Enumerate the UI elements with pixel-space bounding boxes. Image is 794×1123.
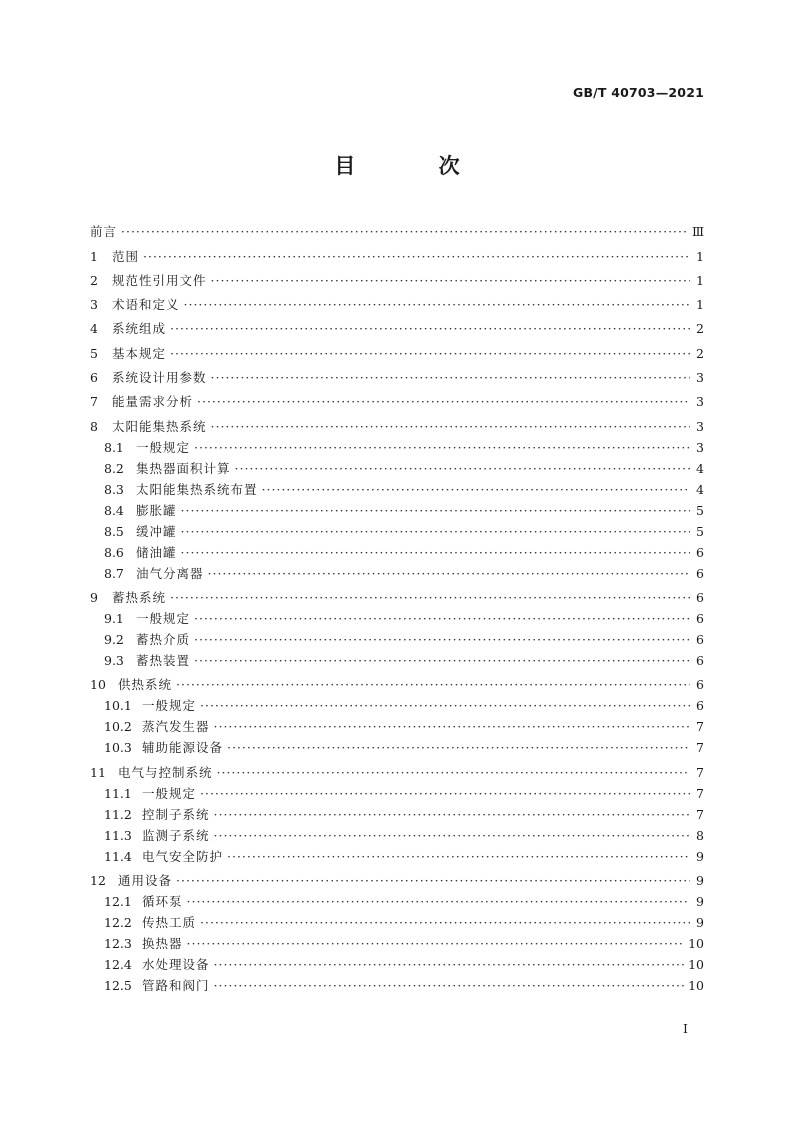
- toc-entry-number: 2: [90, 272, 98, 288]
- toc-entry-page: 5: [696, 502, 704, 518]
- toc-entry-number: 8.7: [104, 565, 124, 581]
- toc-entry-page: 7: [696, 740, 704, 756]
- toc-entry-page: 7: [696, 785, 704, 801]
- toc-entry[interactable]: [90, 416, 704, 437]
- toc-entry[interactable]: [90, 458, 704, 479]
- toc-entry[interactable]: [90, 294, 704, 315]
- toc-entry-number: 11: [90, 764, 106, 780]
- toc-entry[interactable]: [90, 891, 704, 912]
- toc-entry[interactable]: [90, 542, 704, 563]
- toc-entry-page: 10: [688, 935, 704, 951]
- toc-entry-number: 12.5: [104, 977, 132, 993]
- toc-entry-number: 11.1: [104, 785, 132, 801]
- toc-entry[interactable]: [90, 870, 704, 891]
- toc-entry-label: 太阳能集热系统: [112, 418, 207, 434]
- toc-entry-number: 1: [90, 248, 98, 264]
- toc-entry-label: 监测子系统: [142, 827, 210, 843]
- toc-entry[interactable]: [90, 391, 704, 412]
- toc-leader-dots: [214, 716, 690, 737]
- toc-leader-dots: [194, 608, 690, 629]
- toc-entry[interactable]: [90, 695, 704, 716]
- toc-entry-page: 6: [696, 610, 704, 626]
- toc-leader-dots: [227, 737, 690, 758]
- page-title: 目 次: [334, 153, 498, 178]
- toc-entry-page: 7: [696, 806, 704, 822]
- toc-entry[interactable]: [90, 270, 704, 291]
- toc-entry-number: 3: [90, 297, 98, 313]
- page-number: I: [683, 1021, 688, 1036]
- toc-entry-page: 9: [696, 848, 704, 864]
- toc-entry-label: 缓冲罐: [136, 523, 177, 539]
- toc-leader-dots: [214, 975, 685, 996]
- toc-entry-label: 术语和定义: [112, 297, 180, 313]
- toc-entry-label: 供热系统: [118, 677, 173, 693]
- toc-entry-page: 1: [696, 297, 704, 313]
- toc-entry-label: 管路和阀门: [142, 977, 210, 993]
- toc-entry-number: 12: [90, 872, 106, 888]
- toc-leader-dots: [170, 587, 690, 608]
- toc-leader-dots: [214, 954, 685, 975]
- toc-entry-label: 蓄热装置: [136, 652, 191, 668]
- toc-entry[interactable]: [90, 437, 704, 458]
- toc-entry-page: 2: [696, 321, 704, 337]
- toc-entry-page: 6: [696, 565, 704, 581]
- toc-entry-number: 9.2: [104, 631, 124, 647]
- toc-leader-dots: [197, 391, 690, 412]
- toc-entry-number: 8.6: [104, 544, 124, 560]
- toc-entry-page: 3: [696, 370, 704, 386]
- toc-leader-dots: [227, 846, 690, 867]
- toc-entry[interactable]: [90, 650, 704, 671]
- toc-entry[interactable]: [90, 629, 704, 650]
- toc-entry-number: 5: [90, 345, 98, 361]
- toc-entry-page: 6: [696, 652, 704, 668]
- toc-entry-number: 9.1: [104, 610, 124, 626]
- toc-entry-page: 4: [696, 481, 704, 497]
- toc-entry-number: 11.2: [104, 806, 132, 822]
- toc-leader-dots: [211, 416, 690, 437]
- toc-entry-label: 蓄热介质: [136, 631, 191, 647]
- toc-entry-label: 通用设备: [118, 872, 173, 888]
- toc-entry[interactable]: [90, 367, 704, 388]
- toc-entry-number: 10: [90, 677, 106, 693]
- toc-entry-number: 10.1: [104, 698, 132, 714]
- toc-entry[interactable]: [90, 479, 704, 500]
- toc-leader-dots: [262, 479, 690, 500]
- toc-leader-dots: [121, 221, 688, 242]
- toc-leader-dots: [176, 870, 690, 891]
- toc-entry-page: 2: [696, 345, 704, 361]
- toc-entry-page: 1: [696, 248, 704, 264]
- toc-leader-dots: [194, 650, 690, 671]
- toc-leader-dots: [143, 246, 690, 267]
- toc-entry-number: 10.3: [104, 740, 132, 756]
- toc-entry-label: 系统组成: [112, 321, 167, 337]
- toc-entry-label: 集热器面积计算: [136, 460, 231, 476]
- toc-entry[interactable]: [90, 521, 704, 542]
- toc-entry-number: 10.2: [104, 719, 132, 735]
- toc-leader-dots: [187, 891, 690, 912]
- toc-entry-number: 8.1: [104, 439, 124, 455]
- toc-entry-label: 储油罐: [136, 544, 177, 560]
- toc-entry-label: 范围: [112, 248, 140, 264]
- toc-entry-label: 基本规定: [112, 345, 167, 361]
- toc-entry[interactable]: [90, 737, 704, 758]
- toc-leader-dots: [217, 762, 690, 783]
- toc-leader-dots: [187, 933, 685, 954]
- toc-entry-number: 11.3: [104, 827, 132, 843]
- toc-entry-number: 11.4: [104, 848, 132, 864]
- toc-entry[interactable]: [90, 783, 704, 804]
- toc-entry-label: 一般规定: [142, 698, 197, 714]
- toc-leader-dots: [194, 629, 690, 650]
- toc-leader-dots: [200, 695, 690, 716]
- toc-entry[interactable]: [90, 716, 704, 737]
- toc-leader-dots: [200, 783, 690, 804]
- toc-entry-page: 7: [696, 764, 704, 780]
- toc-leader-dots: [214, 825, 690, 846]
- toc-entry-number: 8.2: [104, 460, 124, 476]
- toc-entry[interactable]: [90, 804, 704, 825]
- toc-entry-page: 8: [696, 827, 704, 843]
- toc-entry-page: 1: [696, 272, 704, 288]
- toc-entry-number: 9: [90, 589, 98, 605]
- toc-leader-dots: [200, 912, 690, 933]
- toc-leader-dots: [181, 542, 690, 563]
- toc-entry-page: 6: [696, 544, 704, 560]
- toc-entry[interactable]: [90, 343, 704, 364]
- toc-entry-label: 蒸汽发生器: [142, 719, 210, 735]
- toc-entry-number: 8.3: [104, 481, 124, 497]
- toc-entry[interactable]: [90, 912, 704, 933]
- toc-entry[interactable]: [90, 954, 704, 975]
- toc-entry-number: 4: [90, 321, 98, 337]
- toc-entry-number: 8: [90, 418, 98, 434]
- toc-entry-label: 油气分离器: [136, 565, 204, 581]
- toc-entry[interactable]: [90, 608, 704, 629]
- toc-entry-label: 一般规定: [136, 610, 191, 626]
- toc-leader-dots: [194, 437, 690, 458]
- toc-entry-label: 电气与控制系统: [118, 764, 213, 780]
- toc-entry[interactable]: [90, 933, 704, 954]
- toc-leader-dots: [170, 318, 690, 339]
- toc-entry-page: 5: [696, 523, 704, 539]
- toc-entry-number: 7: [90, 394, 98, 410]
- toc-entry-label: 规范性引用文件: [112, 272, 207, 288]
- toc-entry-label: 蓄热系统: [112, 589, 167, 605]
- toc-entry-page: 6: [696, 698, 704, 714]
- toc-entry[interactable]: [90, 246, 704, 267]
- toc-entry[interactable]: [90, 221, 704, 242]
- toc-entry-label: 辅助能源设备: [142, 740, 224, 756]
- standard-code: GB/T 40703—2021: [572, 85, 704, 100]
- toc-entry-label: 太阳能集热系统布置: [136, 481, 258, 497]
- toc-entry-label: 换热器: [142, 935, 183, 951]
- toc-entry-label: 膨胀罐: [136, 502, 177, 518]
- toc-leader-dots: [170, 343, 690, 364]
- toc-entry[interactable]: [90, 587, 704, 608]
- toc-entry-page: 10: [688, 956, 704, 972]
- toc-entry-label: 系统设计用参数: [112, 370, 207, 386]
- toc-entry-number: 12.2: [104, 914, 132, 930]
- toc-entry[interactable]: [90, 825, 704, 846]
- toc-entry[interactable]: [90, 563, 704, 584]
- toc-entry-page: 7: [696, 719, 704, 735]
- toc-entry-page: 6: [696, 589, 704, 605]
- toc-entry-page: 3: [696, 439, 704, 455]
- toc-entry-label: 循环泵: [142, 893, 183, 909]
- toc-leader-dots: [184, 294, 690, 315]
- toc-leader-dots: [214, 804, 690, 825]
- toc-entry-page: 10: [688, 977, 704, 993]
- toc-entry-page: 6: [696, 631, 704, 647]
- toc-entry-page: 6: [696, 677, 704, 693]
- toc-entry-page: 9: [696, 893, 704, 909]
- toc-leader-dots: [181, 500, 690, 521]
- toc-entry-label: 传热工质: [142, 914, 197, 930]
- toc-entry-label: 水处理设备: [142, 956, 210, 972]
- toc-entry[interactable]: [90, 500, 704, 521]
- toc-entry-number: 8.5: [104, 523, 124, 539]
- toc-entry-number: 12.3: [104, 935, 132, 951]
- toc-entry-page: 9: [696, 914, 704, 930]
- toc-leader-dots: [176, 674, 690, 695]
- toc-entry-page: 3: [696, 418, 704, 434]
- table-of-contents: [90, 218, 704, 996]
- toc-entry-label: 电气安全防护: [142, 848, 224, 864]
- toc-leader-dots: [208, 563, 690, 584]
- toc-entry-number: 12.4: [104, 956, 132, 972]
- toc-entry-label: 一般规定: [136, 439, 191, 455]
- toc-entry-label: 控制子系统: [142, 806, 210, 822]
- toc-leader-dots: [235, 458, 690, 479]
- toc-entry-label: 能量需求分析: [112, 394, 194, 410]
- toc-leader-dots: [211, 367, 690, 388]
- toc-entry-number: 9.3: [104, 652, 124, 668]
- toc-entry-page: 9: [696, 872, 704, 888]
- toc-entry[interactable]: [90, 846, 704, 867]
- toc-entry-number: 8.4: [104, 502, 124, 518]
- toc-entry[interactable]: [90, 318, 704, 339]
- toc-entry-page: 4: [696, 460, 704, 476]
- toc-entry-page: 3: [696, 394, 704, 410]
- toc-entry-number: 6: [90, 370, 98, 386]
- toc-entry[interactable]: [90, 975, 704, 996]
- toc-entry[interactable]: [90, 674, 704, 695]
- toc-leader-dots: [211, 270, 690, 291]
- toc-entry-page: Ⅲ: [691, 224, 704, 240]
- toc-leader-dots: [181, 521, 690, 542]
- toc-entry-number: 12.1: [104, 893, 132, 909]
- toc-entry[interactable]: [90, 762, 704, 783]
- toc-entry-label: 前言: [90, 224, 118, 240]
- toc-entry-label: 一般规定: [142, 785, 197, 801]
